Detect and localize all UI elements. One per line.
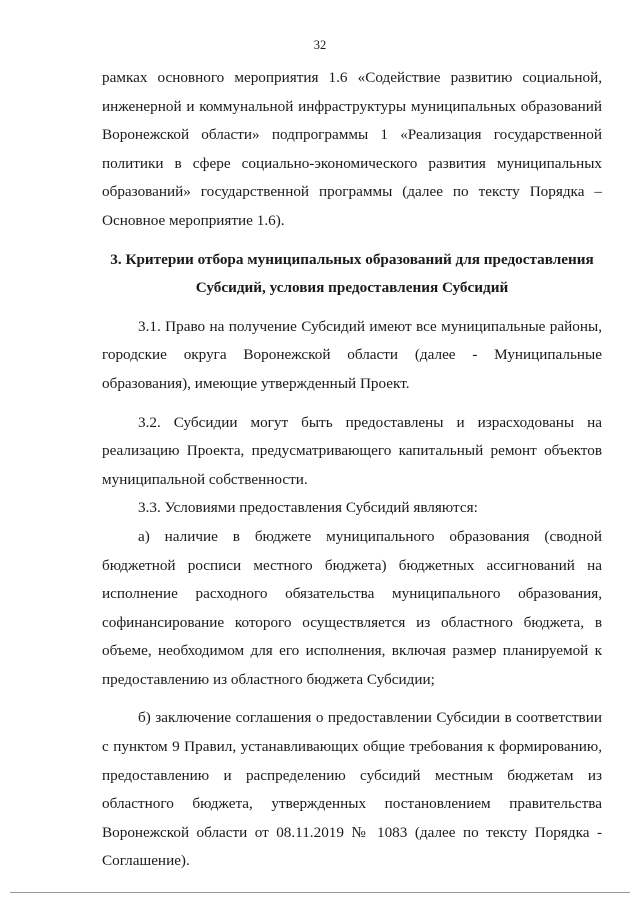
text-line: Соглашение).	[102, 852, 190, 870]
text-line: городские округа Воронежской области (далее - Муниципальные	[102, 346, 602, 364]
text-line: 3.1. Право на получение Субсидий имеют все муниципальные районы,	[138, 317, 602, 335]
text-line: муниципальной собственности.	[102, 470, 308, 488]
text-line: бюджетной росписи местного бюджета) бюджетных ассигнований на	[102, 556, 602, 574]
text-line: предоставлению из областного бюджета Субсидии;	[102, 670, 435, 688]
text-line: инженерной и коммунальной инфраструктуры муниципальных образований	[102, 97, 602, 115]
text-line: Воронежской области» подпрограммы 1 «Реализация государственной	[102, 126, 602, 144]
text-line: предоставлению и распределению субсидий местным бюджетам из	[102, 766, 602, 784]
paragraph-b	[102, 704, 602, 876]
text-line: б) заключение соглашения о предоставлении Субсидии в соответствии	[138, 709, 602, 727]
paragraph-3-3	[102, 494, 602, 523]
text-line: областного бюджета, утвержденных постановлением правительства	[102, 795, 602, 813]
text-line: политики в сфере социально-экономического развития муниципальных	[102, 154, 602, 172]
text-line: объеме, необходимом для его исполнения, включая размер планируемой к	[102, 642, 602, 660]
heading-line: 3. Критерии отбора муниципальных образований для предоставления	[110, 250, 594, 268]
text-line: софинансирование которого осуществляется из областного бюджета, в	[102, 613, 602, 631]
paragraph-3-1	[102, 313, 602, 399]
text-line: 3.3. Условиями предоставления Субсидий являются:	[138, 499, 478, 517]
heading-line: Субсидий, условия предоставления Субсидий	[195, 279, 509, 297]
page-bottom-rule	[10, 892, 630, 893]
text-line: исполнение расходного обязательства муниципального образования,	[102, 585, 602, 603]
text-line: Воронежской области от 08.11.2019 № 1083 (далее по тексту Порядка -	[102, 823, 602, 841]
intro-paragraph	[102, 64, 602, 236]
text-line: реализацию Проекта, предусматривающего капитальный ремонт объектов	[102, 442, 602, 460]
text-line: образования), имеющие утвержденный Проект.	[102, 374, 410, 392]
document-body	[102, 64, 602, 876]
text-line: рамках основного мероприятия 1.6 «Содействие развитию социальной,	[102, 69, 602, 86]
text-line: Основное мероприятие 1.6).	[102, 211, 285, 229]
paragraph-3-2	[102, 409, 602, 495]
text-line: образований» государственной программы (далее по тексту Порядка –	[102, 183, 602, 201]
text-line: а) наличие в бюджете муниципального образования (сводной	[138, 527, 602, 545]
text-line: с пунктом 9 Правил, устанавливающих общие требования к формированию,	[102, 738, 602, 756]
page-number: 32	[313, 38, 327, 52]
text-line: 3.2. Субсидии могут быть предоставлены и израсходованы на	[138, 413, 602, 431]
paragraph-a	[102, 523, 602, 695]
section-heading	[102, 246, 602, 303]
